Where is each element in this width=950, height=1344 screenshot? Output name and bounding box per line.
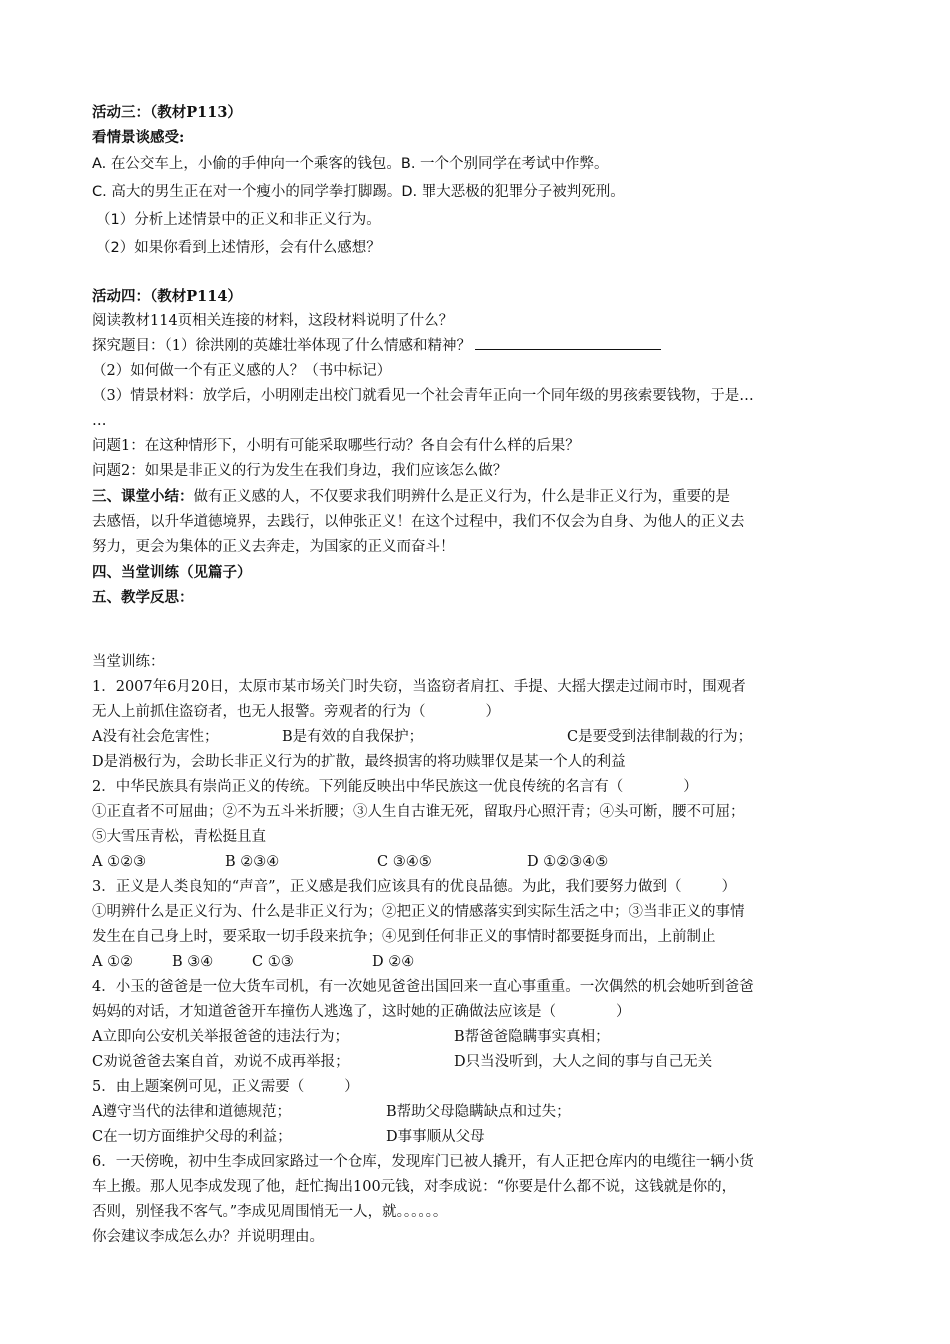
q4-options: [92, 1025, 872, 1050]
q4-option-d[interactable]: D只当没听到，大人之间的事与自己无关: [454, 1054, 713, 1070]
q1-stem: [92, 700, 872, 725]
q4-option-c[interactable]: C劝说爸爸去案自首，劝说不成再举报；: [92, 1054, 350, 1070]
activity4-line: …: [92, 413, 107, 429]
q3-options: [92, 950, 872, 975]
activity4-question-text: 探究题目：（1）徐洪刚的英雄壮举体现了什么情感和精神？: [92, 338, 471, 354]
q2-options: [92, 850, 872, 875]
activity3-subtitle: 看情景谈感受:: [92, 129, 185, 146]
q3-stem: [92, 875, 872, 900]
q5-stem: [92, 1075, 872, 1100]
q6-line: 你会建议李成怎么办？并说明理由。: [92, 1229, 324, 1245]
activity4-line: 问题2：如果是非正义的行为发生在我们身边，我们应该怎么做？: [92, 463, 508, 479]
q2-option-b[interactable]: B ②③④: [225, 854, 280, 870]
q3-items: ①明辨什么是正义行为、什么是非正义行为；②把正义的情感落实到实际生活之中；③当非正义的事情: [92, 904, 745, 920]
q3-items: 发生在自己身上时，要采取一切手段来抗争；④见到任何非正义的事情时都要挺身而出，上前制止: [92, 929, 716, 945]
activity3-line: A. 在公交车上，小偷的手伸向一个乘客的钱包。B. 一个个别同学在考试中作弊。: [92, 156, 609, 172]
q5-options: [92, 1125, 872, 1150]
practice-heading: 当堂训练：: [92, 654, 165, 670]
q3-option-c[interactable]: C ①③: [252, 954, 294, 970]
activity4-line: （3）情景材料：放学后，小明刚走出校门就看见一个社会青年正向一个同年级的男孩索要钱物，于是…: [92, 388, 754, 404]
activity3-line: （2）如果你看到上述情形，会有什么感想？: [96, 240, 381, 256]
q1-option-d[interactable]: D是消极行为，会助长非正义行为的扩散，最终损害的将功赎罪仅是某一个人的利益: [92, 754, 626, 770]
q5-option-b[interactable]: B帮助父母隐瞒缺点和过失；: [386, 1104, 571, 1120]
q4-paren-close: ）: [616, 1004, 631, 1020]
q3-option-d[interactable]: D ②④: [372, 954, 415, 970]
q1-options: [92, 725, 872, 750]
summary-line: 努力，更会为集体的正义去奔走，为国家的正义而奋斗！: [92, 539, 455, 555]
q4-stem-text: 妈妈的对话，才知道爸爸开车撞伤人逃逸了，这时她的正确做法应该是（: [92, 1004, 556, 1020]
q4-option-b[interactable]: B帮爸爸隐瞒事实真相；: [454, 1029, 610, 1045]
activity4-line: 问题1：在这种情形下，小明有可能采取哪些行动？各自会有什么样的后果？: [92, 438, 580, 454]
q1-paren-close: ）: [485, 704, 500, 720]
q4-stem: 4．小玉的爸爸是一位大货车司机，有一次她见爸爸出国回来一直心事重重。一次偶然的机会她听到爸爸: [92, 979, 754, 995]
q3-paren-close: ）: [721, 879, 737, 895]
activity3-line: （1）分析上述情景中的正义和非正义行为。: [96, 212, 381, 228]
q5-options: [92, 1100, 872, 1125]
q4-stem: [92, 1000, 872, 1025]
activity4-line: （2）如何做一个有正义感的人？（书中标记）: [92, 363, 392, 379]
q5-paren-close: ）: [344, 1079, 359, 1095]
q2-stem-text: 2．中华民族具有崇尚正义的传统。下列能反映出中华民族这一优良传统的名言有（: [92, 779, 624, 795]
activity4-title: 活动四：（教材P114）: [92, 288, 242, 305]
q2-stem: [92, 775, 872, 800]
q4-options: [92, 1050, 872, 1075]
activity4-line: 阅读教材114页相关连接的材料，这段材料说明了什么？: [92, 313, 454, 329]
activity3-title: 活动三：（教材P113）: [92, 104, 242, 121]
document-page: [92, 100, 872, 1250]
summary-line: 去感悟，以升华道德境界，去践行，以伸张正义！在这个过程中，我们不仅会为自身、为他人的正义去: [92, 514, 745, 530]
q6-line: 否则，别怪我不客气。”李成见周围悄无一人，就。。。。。。: [92, 1204, 448, 1220]
q5-option-a[interactable]: A遵守当代的法律和道德规范；: [92, 1104, 291, 1120]
q6-line: 6．一天傍晚，初中生李成回家路过一个仓库，发现库门已被人撬开，有人正把仓库内的电缆往一辆小货: [92, 1154, 754, 1170]
q1-stem: 1．2007年6月20日，太原市某市场关门时失窃，当盗窃者肩扛、手提、大摇大摆走过闹市时，围观者: [92, 679, 746, 695]
q2-items: ⑤大雪压青松，青松挺且直: [92, 829, 266, 845]
activity3-line: C. 高大的男生正在对一个瘦小的同学拳打脚踢。D. 罪大恶极的犯罪分子被判死刑。: [92, 184, 625, 200]
q2-option-d[interactable]: D ①②③④⑤: [527, 854, 609, 870]
section4-heading: 四、当堂训练（见篇子）: [92, 564, 252, 581]
q5-option-d[interactable]: D事事顺从父母: [386, 1129, 485, 1145]
answer-blank[interactable]: [475, 335, 661, 350]
q1-option-c[interactable]: C是要受到法律制裁的行为；: [567, 729, 753, 745]
summary-text: 做有正义感的人，不仅要求我们明辨什么是正义行为，什么是非正义行为，重要的是: [193, 489, 730, 505]
q3-option-b[interactable]: B ③④: [172, 954, 214, 970]
q2-option-a[interactable]: A ①②③: [92, 854, 147, 870]
q2-items: ①正直者不可屈曲；②不为五斗米折腰；③人生自古谁无死，留取丹心照汗青；④头可断，腰不可屈；: [92, 804, 745, 820]
section5-heading: 五、教学反思：: [92, 589, 194, 606]
q5-stem-text: 5．由上题案例可见，正义需要（: [92, 1079, 305, 1095]
q6-line: 车上搬。那人见李成发现了他，赶忙掏出100元钱，对李成说：“你要是什么都不说，这钱就是你的，: [92, 1179, 737, 1195]
summary-label: 三、课堂小结：: [92, 488, 194, 505]
q2-option-c[interactable]: C ③④⑤: [377, 854, 432, 870]
q4-option-a[interactable]: A立即向公安机关举报爸爸的违法行为；: [92, 1029, 349, 1045]
q3-stem-text: 3．正义是人类良知的“声音”，正义感是我们应该具有的优良品德。为此，我们要努力做到（: [92, 879, 682, 895]
q3-option-a[interactable]: A ①②: [92, 954, 134, 970]
activity4-question-line: [92, 334, 872, 359]
q1-option-b[interactable]: B是有效的自我保护；: [282, 729, 424, 745]
q1-option-a[interactable]: A没有社会危害性；: [92, 729, 219, 745]
q2-paren-close: ）: [683, 779, 698, 795]
q5-option-c[interactable]: C在一切方面维护父母的利益；: [92, 1129, 292, 1145]
q1-stem-text: 无人上前抓住盗窃者，也无人报警。旁观者的行为（: [92, 704, 426, 720]
summary-line: [92, 484, 872, 510]
